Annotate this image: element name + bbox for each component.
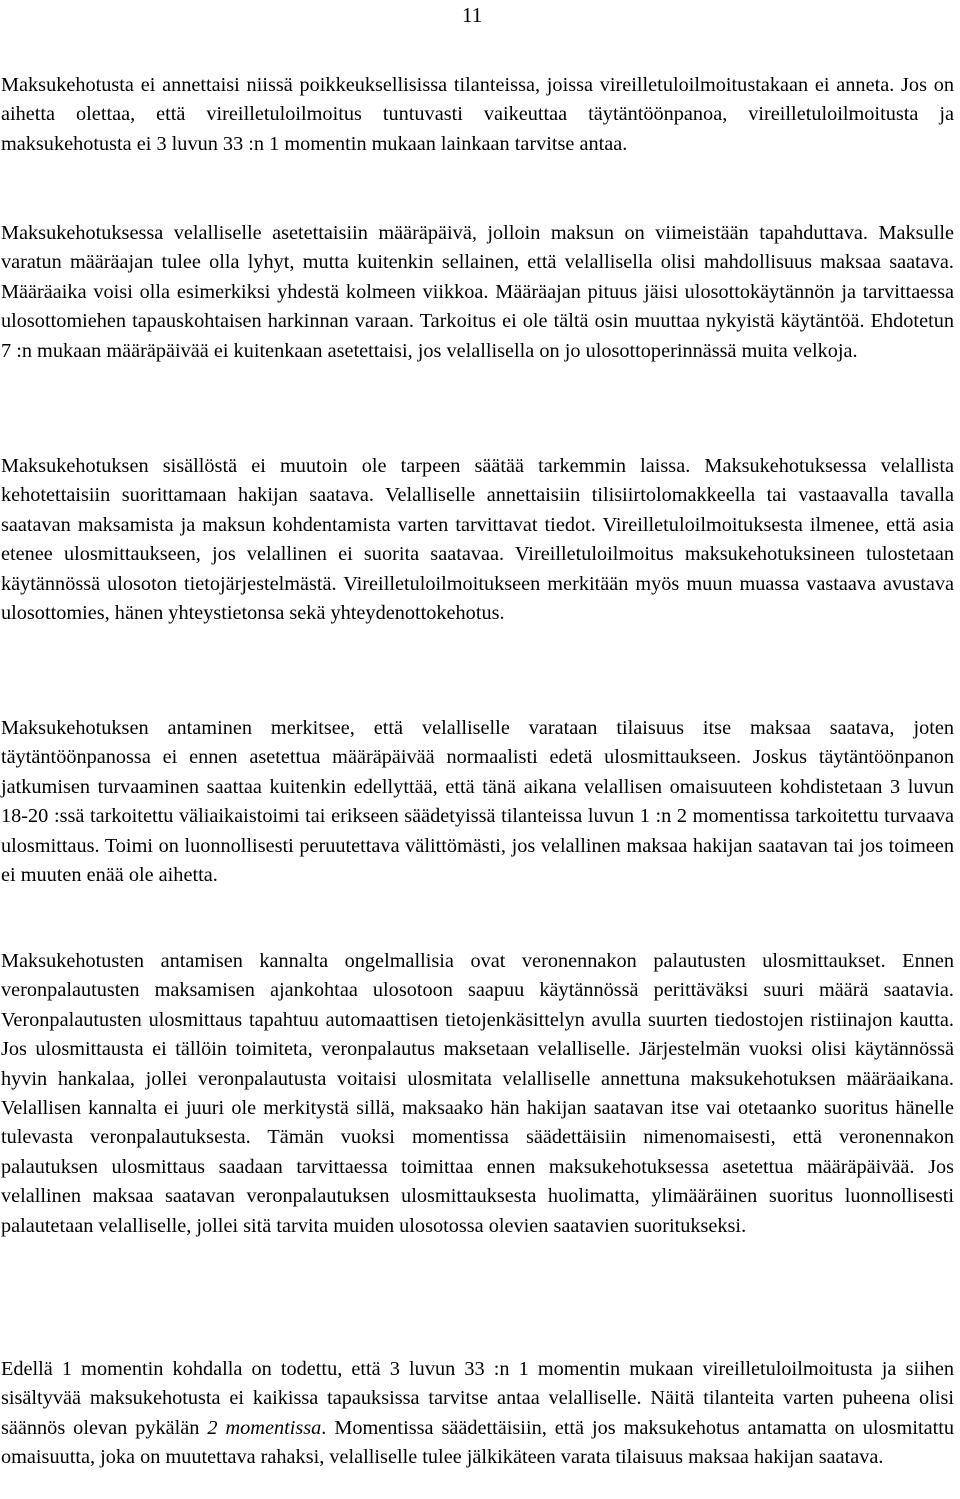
paragraph-text: Edellä 1 momentin kohdalla on todettu, että 3 luvun 33 :n 1 momentin mukaan vireilletuloilmoitusta ja siihen sisältyvää maksukehotusta ei kaikissa tapauksissa tarvitse antaa velalliselle. Näitä tilanteita varten puheena olisi säännös olevan pykälän bbox=[1, 1358, 954, 1439]
paragraph bbox=[1, 1355, 954, 1473]
paragraph: Maksukehotuksessa velalliselle asetettaisiin määräpäivä, jolloin maksun on viimeistään tapahduttava. Maksulle varatun määräajan tulee olla lyhyt, mutta kuitenkin sellainen, että velallisella olisi mahdollisuus maksaa saatava. Määräaika voisi olla esimerkiksi yhdestä kolmeen viikkoa. Määräajan pituus jäisi ulosottokäytännön ja tarvittaessa ulosottomiehen tapauskohtaisen harkinnan varaan. Tarkoitus ei ole tältä osin muuttaa nykyistä käytäntöä. Ehdotetun 7 :n mukaan määräpäivää ei kuitenkaan asetettaisi, jos velallisella on jo ulosottoperinnässä muita velkoja. bbox=[1, 222, 954, 362]
italic-text: 2 momentissa bbox=[207, 1416, 322, 1439]
paragraph: Maksukehotusta ei annettaisi niissä poikkeuksellisissa tilanteissa, joissa vireilletuloilmoitustakaan ei anneta. Jos on aihetta olettaa, että vireilletuloilmoitus tuntuvasti vaikeuttaa täytäntöönpanoa, vireilletuloilmoitusta ja maksukehotusta ei 3 luvun 33 :n 1 momentin mukaan lainkaan tarvitse antaa. bbox=[1, 74, 954, 155]
paragraph-text: . Momentissa säädettäisiin, että jos maksukehotus antamatta on ulosmitattu omaisuutta, joka on muutettava rahaksi, velalliselle tulee jälkikäteen varata tilaisuus maksaa hakijan saatava. bbox=[1, 1416, 954, 1469]
paragraph: Maksukehotuksen antaminen merkitsee, että velalliselle varataan tilaisuus itse maksaa saatava, joten täytäntöönpanossa ei ennen asetettua määräpäivää normaalisti edetä ulosmittaukseen. Joskus täytäntöönpanon jatkumisen turvaaminen saattaa kuitenkin edellyttää, että tänä aikana velallisen omaisuuteen kohdistetaan 3 luvun 18-20 :ssä tarkoitettu väliaikaistoimi tai erikseen säädetyissä tilanteissa luvun 1 :n 2 momentissa tarkoitettu turvaava ulosmittaus. Toimi on luonnollisesti peruutettava välittömästi, jos velallinen maksaa hakijan saatavan tai jos toimeen ei muuten enää ole aihetta. bbox=[1, 717, 954, 887]
paragraph: Maksukehotuksen sisällöstä ei muutoin ole tarpeen säätää tarkemmin laissa. Maksukehotuksessa velallista kehotettaisiin suorittamaan hakijan saatava. Velalliselle annettaisiin tilisiirtolomakkeella tai vastaavalla tavalla saatavan maksamista ja maksun kohdentamista varten tarvittavat tiedot. Vireilletuloilmoituksesta ilmenee, että asia etenee ulosmittaukseen, jos velallinen ei suorita saatavaa. Vireilletuloilmoitus maksukehotuksineen tulostetaan käytännössä ulosoton tietojärjestelmästä. Vireilletuloilmoitukseen merkitään myös muun muassa vastaava avustava ulosottomies, hänen yhteystietonsa sekä yhteydenottokehotus. bbox=[1, 455, 954, 625]
page-number: 11 bbox=[462, 3, 483, 27]
paragraph: Maksukehotusten antamisen kannalta ongelmallisia ovat veronennakon palautusten ulosmittaukset. Ennen veronpalautusten maksamisen ajankohtaa ulosotoon saapuu käytännössä perittäväksi suuri määrä saatavia. Veronpalautusten ulosmittaus tapahtuu automaattisen tietojenkäsittelyn avulla suurten tiedostojen ristiinajon kautta. Jos ulosmittausta ei tällöin toimiteta, veronpalautus maksetaan velalliselle. Järjestelmän vuoksi olisi käytännössä hyvin hankalaa, jollei veronpalautusta voitaisi ulosmitata velalliselle annettuna maksukehotuksen määräaikana. Velallisen kannalta ei juuri ole merkitystä sillä, maksaako hän hakijan saatavan itse vai otetaanko suoritus hänelle tulevasta veronpalautuksesta. Tämän vuoksi momentissa säädettäisiin nimenomaisesti, että veronennakon palautuksen ulosmittaus saadaan tarvittaessa toimittaa ennen maksukehotuksessa asetettua määräpäivää. Jos velallinen maksaa saatavan veronpalautuksen ulosmittauksesta huolimatta, ylimääräinen suoritus luonnollisesti palautetaan velalliselle, jollei sitä tarvita muiden ulosotossa olevien saatavien suoritukseksi. bbox=[1, 950, 954, 1237]
